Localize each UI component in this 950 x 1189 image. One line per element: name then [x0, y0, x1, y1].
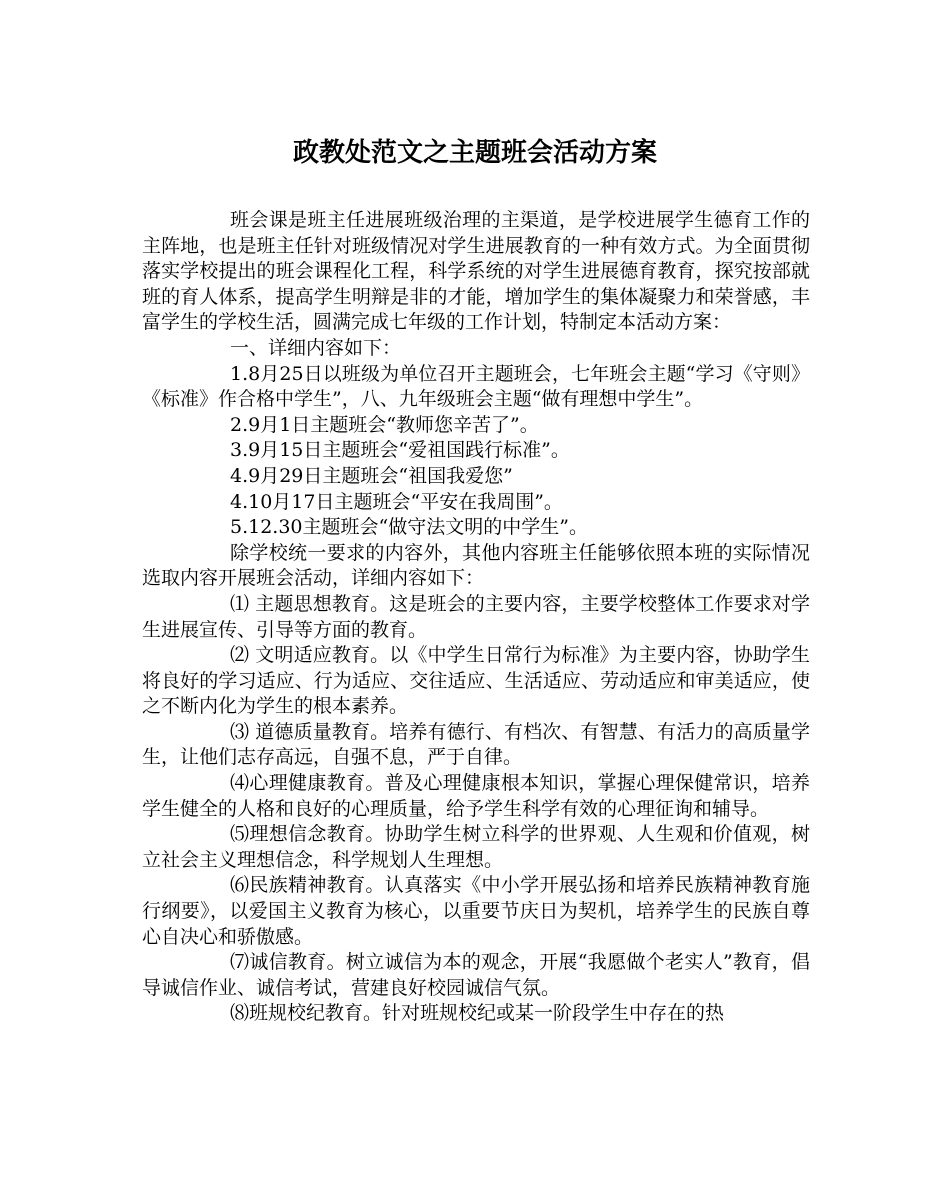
list-item: 5.12.30主题班会“做守法文明的中学生”。: [230, 516, 588, 539]
content-item: ⑷心理健康教育。普及心理健康根本知识，掌握心理保健常识，培养学生健全的人格和良好的心理质量，给予学生科学有效的心理征询和辅导。: [142, 772, 810, 820]
content-item: ⑺诚信教育。树立诚信为本的观念，开展“我愿做个老实人”教育，倡导诚信作业、诚信考试，营建良好校园诚信气氛。: [142, 951, 810, 999]
list-item: 4.10月17日主题班会“平安在我周围”。: [230, 490, 563, 513]
document-title: 政教处范文之主题班会活动方案: [292, 138, 657, 168]
content-item: ⑹民族精神教育。认真落实《中小学开展弘扬和培养民族精神教育施行纲要》，以爱国主义教育为核心，以重要节庆日为契机，培养学生的民族自尊心自决心和骄傲感。: [142, 874, 810, 948]
list-item: 3.9月15日主题班会“爱祖国践行标准”。: [230, 439, 570, 462]
content-item: ⑸理想信念教育。协助学生树立科学的世界观、人生观和价值观，树立社会主义理想信念，科学规划人生理想。: [142, 823, 810, 871]
document-body: [142, 208, 810, 1027]
list-item: 4.9月29日主题班会“祖国我爱您”: [230, 464, 513, 487]
content-item: ⑴ 主题思想教育。这是班会的主要内容，主要学校整体工作要求对学生进展宣传、引导等方面的教育。: [142, 592, 810, 641]
intro-paragraph: 班会课是班主任进展班级治理的主渠道，是学校进展学生德育工作的主阵地，也是班主任针对班级情况对学生进展教育的一种有效方式。为全面贯彻落实学校提出的班会课程化工程，科学系统的对学生进展德育教育，探究按部就班的育人体系，提高学生明辩是非的才能，增加学生的集体凝聚力和荣誉感，丰富学生的学校生活，圆满完成七年级的工作计划，特制定本活动方案：: [142, 209, 810, 334]
list-item: 2.9月1日主题班会“教师您辛苦了”。: [230, 413, 539, 436]
content-item: ⑵ 文明适应教育。以《中学生日常行为标准》为主要内容，协助学生将良好的学习适应、行为适应、交往适应、生活适应、劳动适应和审美适应，使之不断内化为学生的根本素养。: [142, 644, 810, 718]
paragraph: 除学校统一要求的内容外，其他内容班主任能够依照本班的实际情况选取内容开展班会活动，详细内容如下：: [142, 541, 810, 590]
content-item: ⑶ 道德质量教育。培养有德行、有档次、有智慧、有活力的高质量学生，让他们志存高远，自强不息，严于自律。: [142, 720, 810, 769]
section-heading: 一、详细内容如下：: [230, 336, 402, 359]
list-item: 1.8月25日以班级为单位召开主题班会，七年班会主题“学习《守则》《标准》作合格中学生”，八、九年级班会主题“做有理想中学生”。: [142, 362, 810, 411]
content-item: ⑻班规校纪教育。针对班规校纪或某一阶段学生中存在的热: [230, 1002, 725, 1025]
